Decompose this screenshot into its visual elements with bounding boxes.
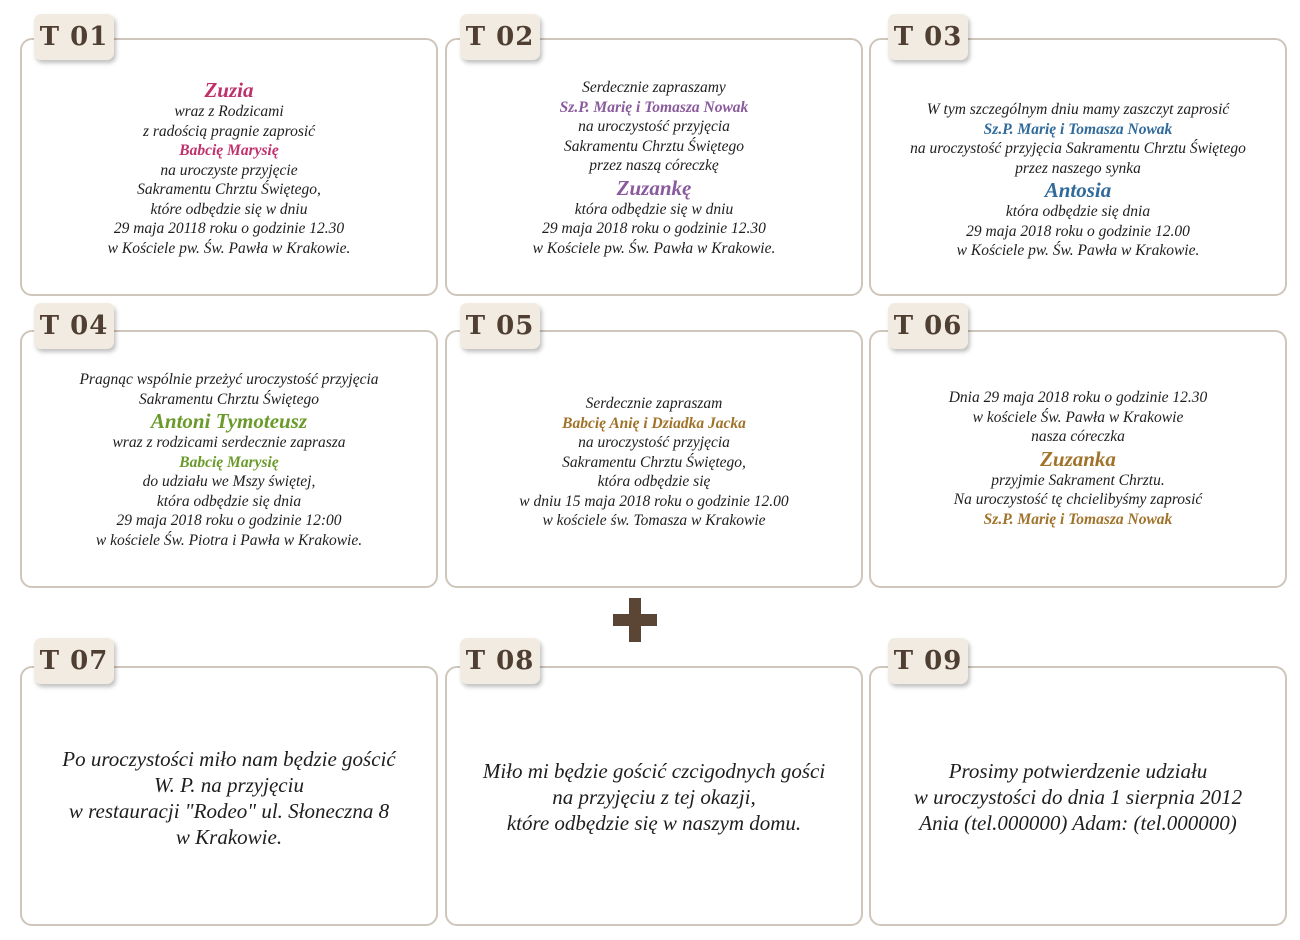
guest-name: Babcię Marysię <box>179 142 279 159</box>
card-text <box>447 394 861 531</box>
text-line: na uroczystość przyjęcia Sakramentu Chrztu Świętego <box>910 140 1246 157</box>
guest-name: Babcię Marysię <box>179 453 279 471</box>
tag-t03: T 03 <box>888 14 968 60</box>
child-name: Antoni Tymoteusz <box>150 409 308 433</box>
card-text <box>871 388 1285 529</box>
tag-t08: T 08 <box>460 638 540 684</box>
text-line: Serdecznie zapraszam <box>585 395 723 412</box>
tag-t01: T 01 <box>34 14 114 60</box>
text-line: na uroczystość przyjęcia <box>578 118 730 135</box>
card-text <box>22 370 436 550</box>
text-line: Sakramentu Chrztu Świętego, <box>137 181 321 198</box>
tag-t05: T 05 <box>460 303 540 349</box>
tag-t06: T 06 <box>888 303 968 349</box>
card-text <box>871 758 1285 836</box>
text-line: która odbędzie się dnia <box>1005 203 1151 220</box>
child-name: Zuzia <box>204 78 254 102</box>
text-line: na uroczyste przyjęcie <box>160 161 298 179</box>
text-line: która odbędzie się w dniu <box>574 200 734 218</box>
text-line: na przyjęciu z tej okazji, <box>552 785 756 809</box>
text-line: 29 maja 2018 roku o godzinie 12.30 <box>542 220 766 237</box>
text-line: Pragnąc wspólnie przeżyć uroczystość przyjęcia <box>79 371 379 388</box>
card-text <box>22 746 436 850</box>
guest-name: Babcię Anię i Dziadka Jacka <box>562 414 746 432</box>
text-line: która odbędzie się dnia <box>156 492 302 510</box>
text-line: przez naszego synka <box>1015 159 1141 177</box>
text-line: wraz z Rodzicami <box>174 103 284 120</box>
child-name: Zuzanka <box>1040 446 1116 471</box>
text-line: Sakramentu Chrztu Świętego <box>564 137 744 155</box>
invitation-card-t03 <box>869 38 1287 296</box>
tag-t04: T 04 <box>34 303 114 349</box>
guest-name: Sz.P. Marię i Tomasza Nowak <box>559 98 749 116</box>
text-line: w Kościele pw. Św. Pawła w Krakowie. <box>956 242 1200 259</box>
text-line: do udziału we Mszy świętej, <box>142 473 316 490</box>
text-line: w kościele Św. Piotra i Pawła w Krakowie. <box>95 531 363 549</box>
text-line: w Kościele pw. Św. Pawła w Krakowie. <box>532 239 776 257</box>
card-text <box>22 78 436 258</box>
text-line: Prosimy potwierdzenie udziału <box>948 759 1208 783</box>
invitation-card-t09 <box>869 666 1287 926</box>
text-line: przyjmie Sakrament Chrztu. <box>991 471 1165 489</box>
text-line: wraz z rodzicami serdecznie zaprasza <box>112 434 346 451</box>
card-text <box>447 78 861 258</box>
invitation-card-t08 <box>445 666 863 926</box>
guest-name: Sz.P. Marię i Tomasza Nowak <box>983 120 1173 138</box>
text-line: które odbędzie się w naszym domu. <box>506 811 802 835</box>
text-line: Dnia 29 maja 2018 roku o godzinie 12.30 <box>948 389 1208 406</box>
child-name: Antosia <box>1044 178 1112 202</box>
invitation-card-t02 <box>445 38 863 296</box>
plus-icon <box>613 598 657 642</box>
invitation-card-t07 <box>20 666 438 926</box>
text-line: które odbędzie się w dniu <box>150 200 308 218</box>
text-line: w dniu 15 maja 2018 roku o godzinie 12.00 <box>519 492 789 510</box>
text-line: 29 maja 2018 roku o godzinie 12.00 <box>966 222 1190 240</box>
guest-name: Sz.P. Marię i Tomasza Nowak <box>983 510 1173 528</box>
text-line: z radością pragnie zaprosić <box>142 122 316 140</box>
invitation-card-t05 <box>445 330 863 588</box>
text-line: Ania (tel.000000) Adam: (tel.000000) <box>919 811 1237 835</box>
text-line: w uroczystości do dnia 1 sierpnia 2012 <box>913 785 1243 809</box>
text-line: w restauracji "Rodeo" ul. Słoneczna 8 <box>68 799 390 823</box>
child-name: Zuzankę <box>616 175 692 200</box>
tag-t02: T 02 <box>460 14 540 60</box>
text-line: Miło mi będzie gościć czcigodnych gości <box>482 759 826 783</box>
text-line: nasza córeczka <box>1031 428 1125 445</box>
tag-t09: T 09 <box>888 638 968 684</box>
tag-t07: T 07 <box>34 638 114 684</box>
text-line: Na uroczystość tę chcielibyśmy zaprosić <box>953 491 1203 508</box>
text-line: Sakramentu Chrztu Świętego <box>139 390 319 408</box>
text-line: w kościele św. Tomasza w Krakowie <box>542 512 766 529</box>
invitation-card-t06 <box>869 330 1287 588</box>
card-text <box>871 100 1285 261</box>
invitation-card-t01 <box>20 38 438 296</box>
text-line: która odbędzie się <box>597 473 711 490</box>
text-line: w Krakowie. <box>175 825 283 849</box>
text-line: W. P. na przyjęciu <box>154 773 304 797</box>
card-text <box>447 758 861 836</box>
text-line: w kościele Św. Pawła w Krakowie <box>972 408 1184 426</box>
invitation-card-t04 <box>20 330 438 588</box>
text-line: 29 maja 20118 roku o godzinie 12.30 <box>113 220 345 237</box>
text-line: Po uroczystości miło nam będzie gościć <box>62 747 396 771</box>
text-line: Sakramentu Chrztu Świętego, <box>562 453 746 471</box>
text-line: 29 maja 2018 roku o godzinie 12:00 <box>116 512 342 529</box>
text-line: Serdecznie zapraszamy <box>582 79 726 96</box>
text-line: przez naszą córeczkę <box>589 157 719 174</box>
text-line: W tym szczególnym dniu mamy zaszczyt zaprosić <box>926 101 1230 118</box>
text-line: na uroczystość przyjęcia <box>578 434 730 451</box>
text-line: w Kościele pw. Św. Pawła w Krakowie. <box>107 239 351 257</box>
